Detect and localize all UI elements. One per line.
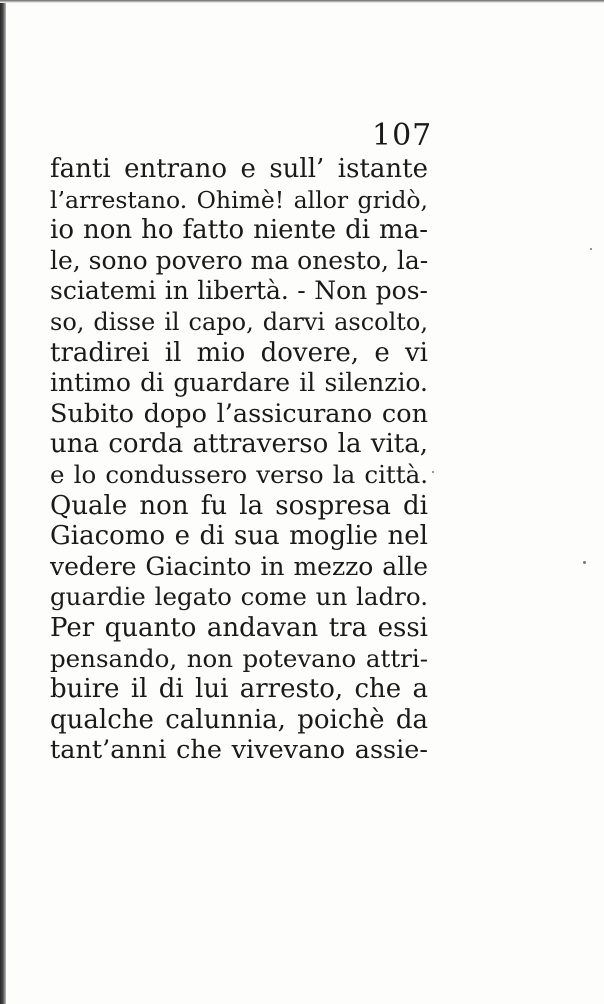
text-line: fanti entrano e sull’ istante: [50, 154, 428, 184]
text-line: qualche calunnia, poichè da: [50, 704, 428, 735]
paper-speck: [590, 248, 592, 250]
paper-speck: [432, 471, 434, 473]
text-line: l’arrestano. Ohimè! allor gridò,: [50, 185, 428, 214]
text-line: buire il di lui arresto, che a: [50, 674, 428, 705]
text-line: sciatemi in libertà. - Non pos-: [50, 276, 428, 306]
text-line: guardie legato come un ladro.: [50, 582, 428, 612]
text-line: pensando, non potevano attri-: [50, 643, 428, 673]
text-line: intimo di guardare il silenzio.: [50, 368, 428, 398]
text-line: io non ho fatto niente di ma-: [50, 215, 428, 246]
text-line: so, disse il capo, darvi ascolto,: [50, 307, 428, 336]
text-line: una corda attraverso la vita,: [50, 429, 428, 460]
page-top-edge: [0, 0, 604, 3]
body-text: [50, 154, 428, 766]
text-line: le, sono povero ma onesto, la-: [50, 245, 429, 275]
text-line: Giacomo e di sua moglie nel: [50, 521, 428, 552]
text-line: Per quanto andavan tra essi: [50, 612, 428, 643]
text-line: tant’anni che vivevano assie-: [50, 735, 428, 766]
text-line: Quale non fu la sospresa di: [50, 490, 428, 521]
page-binding-edge: [0, 0, 6, 1004]
text-line: vedere Giacinto in mezzo alle: [50, 551, 428, 581]
text-line: tradirei il mio dovere, e vi: [50, 337, 428, 368]
paper-speck: [583, 561, 586, 564]
page-number: 107: [372, 118, 433, 153]
text-line: e lo condussero verso la città.: [50, 459, 428, 489]
text-line: Subito dopo l’assicurano con: [50, 398, 428, 429]
